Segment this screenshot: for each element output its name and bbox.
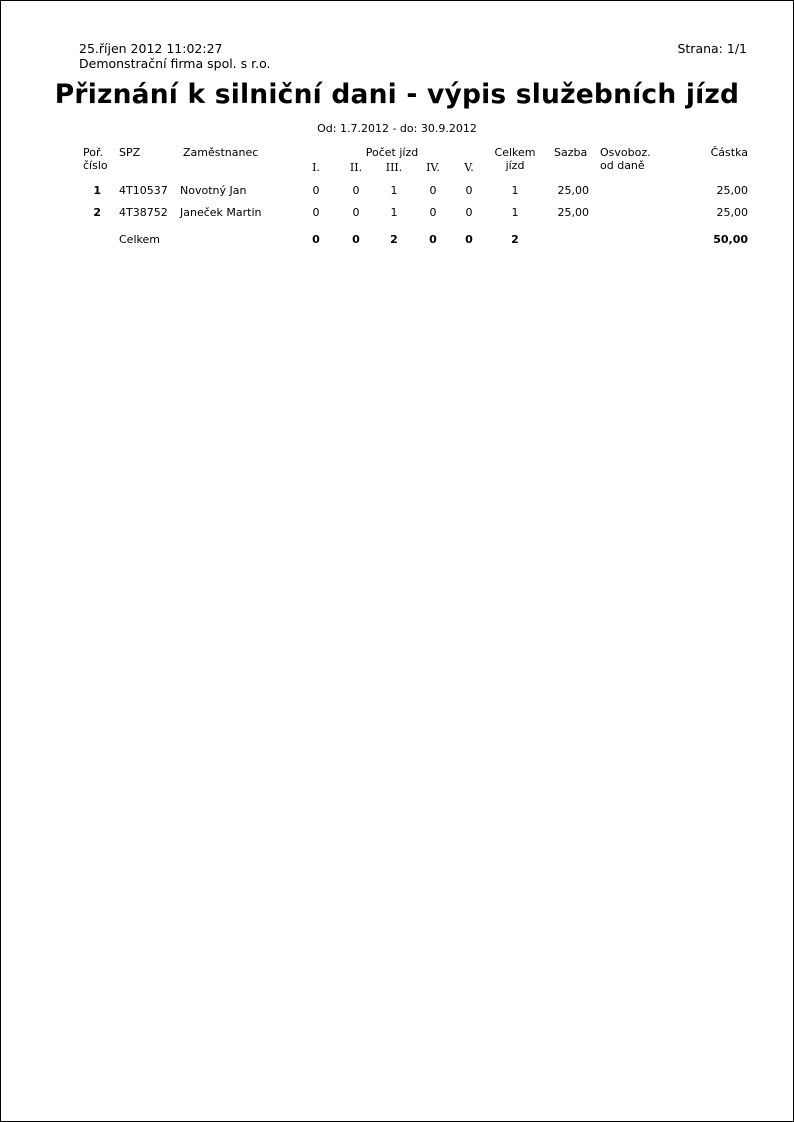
col-header-exempt-line1: Osvoboz.	[600, 146, 651, 159]
row-employee: Novotný Jan	[180, 184, 247, 197]
col-header-amount: Částka	[710, 146, 748, 159]
col-header-q2: II.	[349, 161, 363, 174]
col-header-total-trips	[485, 146, 545, 172]
row-rate: 25,00	[557, 206, 589, 219]
row-rate: 25,00	[557, 184, 589, 197]
totals-label: Celkem	[119, 233, 160, 246]
col-header-employee: Zaměstnanec	[183, 146, 259, 159]
row-q3: 1	[390, 206, 398, 219]
row-q4: 0	[429, 206, 437, 219]
totals-q1: 0	[312, 233, 320, 246]
report-period: Od: 1.7.2012 - do: 30.9.2012	[317, 122, 477, 135]
col-header-exempt	[600, 146, 651, 172]
page-number: Strana: 1/1	[677, 41, 747, 56]
col-header-q4: IV.	[426, 161, 440, 174]
col-header-order	[83, 146, 108, 172]
col-header-rate: Sazba	[554, 146, 588, 159]
col-header-q3: III.	[385, 161, 403, 174]
col-header-spz: SPZ	[119, 146, 141, 159]
col-header-trip-count: Počet jízd	[365, 146, 419, 159]
col-header-exempt-line2: od daně	[600, 159, 645, 172]
print-date: 25.říjen 2012 11:02:27	[79, 41, 223, 56]
row-q4: 0	[429, 184, 437, 197]
totals-q3: 2	[390, 233, 398, 246]
col-header-q1: I.	[312, 161, 320, 174]
row-q1: 0	[312, 184, 320, 197]
row-q3: 1	[390, 184, 398, 197]
col-header-order-line2: číslo	[83, 159, 108, 172]
row-q2: 0	[352, 184, 360, 197]
totals-total-trips: 2	[511, 233, 519, 246]
col-header-total-line1: Celkem	[494, 146, 536, 159]
row-amount: 25,00	[716, 184, 748, 197]
row-q5: 0	[465, 184, 473, 197]
row-q1: 0	[312, 206, 320, 219]
report-title: Přiznání k silniční dani - výpis služebních jízd	[54, 79, 740, 110]
row-total-trips: 1	[511, 184, 519, 197]
row-spz: 4T38752	[119, 206, 168, 219]
totals-q4: 0	[429, 233, 437, 246]
company-name: Demonstrační firma spol. s r.o.	[79, 56, 271, 71]
row-spz: 4T10537	[119, 184, 168, 197]
row-amount: 25,00	[716, 206, 748, 219]
row-total-trips: 1	[511, 206, 519, 219]
row-number: 1	[93, 184, 101, 197]
row-employee: Janeček Martin	[180, 206, 262, 219]
row-q5: 0	[465, 206, 473, 219]
totals-q2: 0	[352, 233, 360, 246]
totals-amount: 50,00	[713, 233, 748, 246]
totals-q5: 0	[465, 233, 473, 246]
col-header-order-line1: Poř.	[83, 146, 103, 159]
row-number: 2	[93, 206, 101, 219]
row-q2: 0	[352, 206, 360, 219]
col-header-q5: V.	[464, 161, 474, 174]
col-header-total-line2: jízd	[505, 159, 525, 172]
